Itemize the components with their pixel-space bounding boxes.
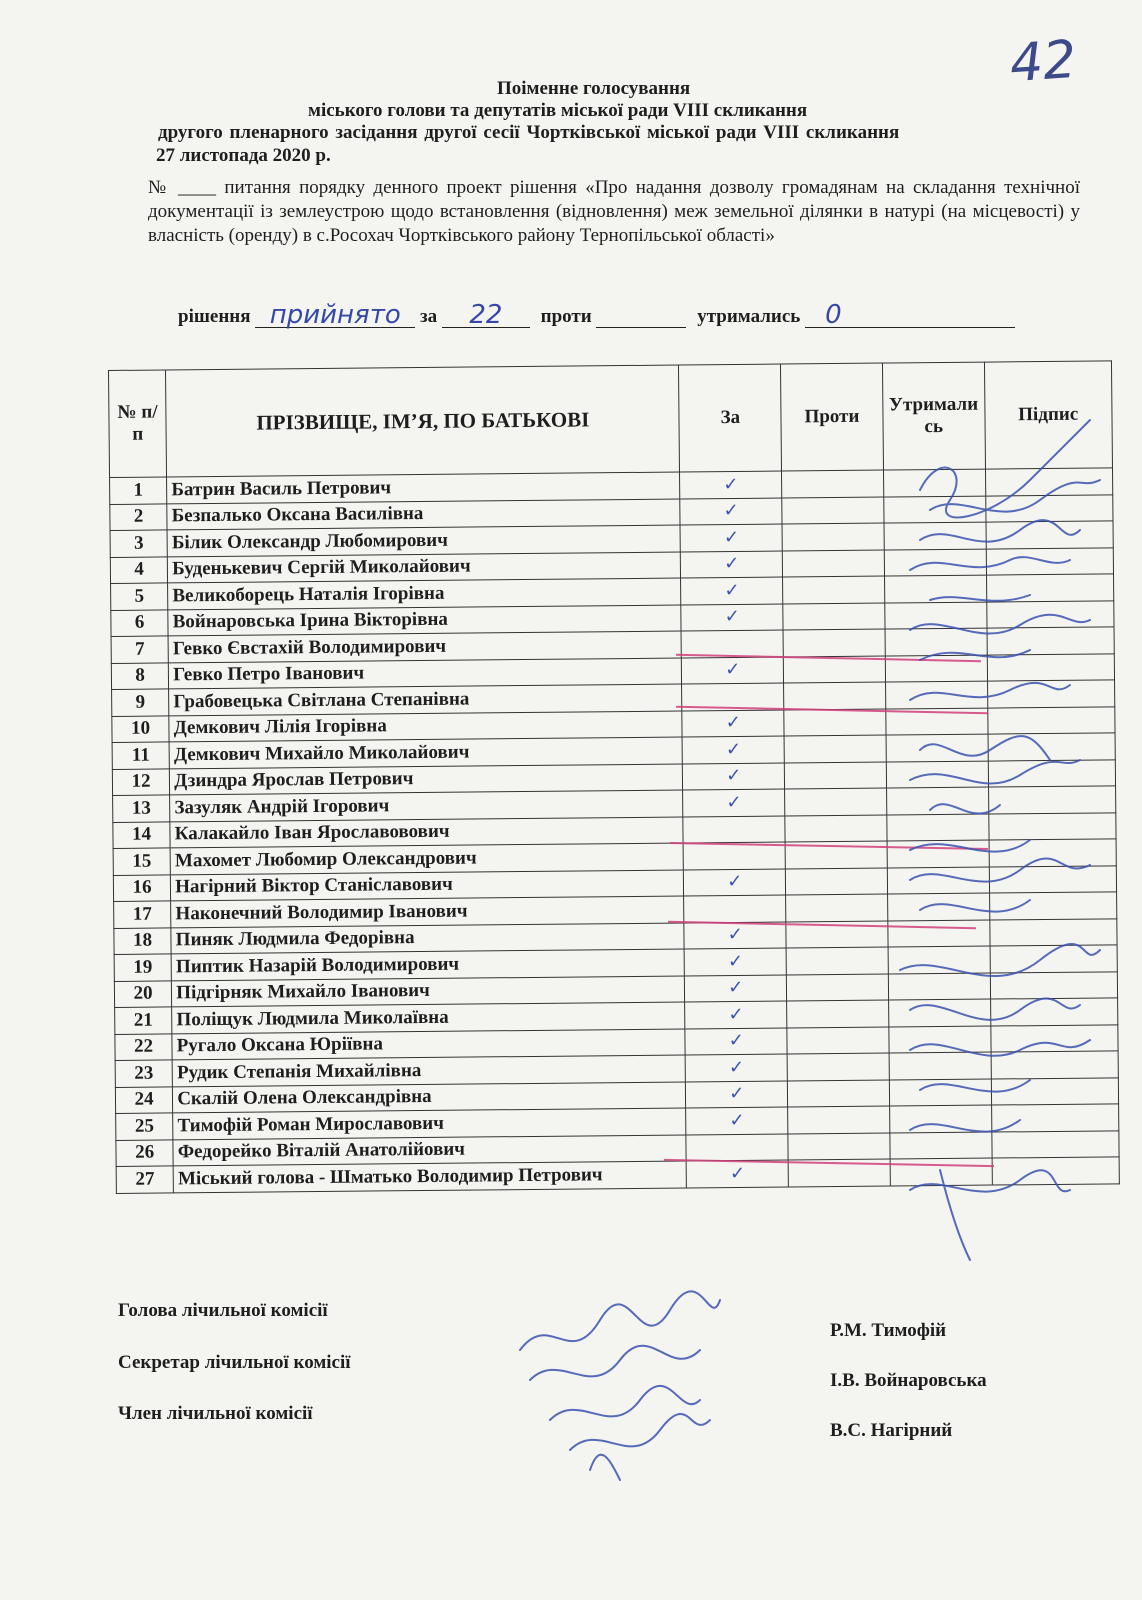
vote-check-mark: ✓ bbox=[729, 1083, 745, 1105]
title-line-2: міського голови та депутатів міської ради VIII скликання bbox=[308, 100, 808, 121]
member-name: Демкович Михайло Миколайович bbox=[169, 737, 682, 768]
vote-for-cell bbox=[685, 975, 787, 1002]
abstain-count: 0 bbox=[805, 303, 1015, 328]
decision-label: рішення bbox=[178, 306, 251, 327]
vote-for-cell bbox=[681, 551, 783, 578]
vote-for-cell bbox=[683, 763, 785, 790]
vote-check-mark: ✓ bbox=[723, 500, 739, 522]
commission-signatures bbox=[500, 1270, 740, 1490]
vote-for-cell bbox=[687, 1160, 789, 1187]
signature-column-scribbles bbox=[880, 410, 1120, 1270]
vote-check-mark: ✓ bbox=[724, 553, 740, 575]
vote-check-mark: ✓ bbox=[723, 473, 739, 495]
header-for: За bbox=[679, 364, 782, 472]
vote-against-cell bbox=[782, 550, 884, 577]
row-number: 11 bbox=[112, 742, 170, 769]
row-number: 26 bbox=[116, 1139, 174, 1166]
member-name: Пиняк Людмила Федорівна bbox=[171, 922, 684, 953]
secretary-label: Секретар лічильної комісії bbox=[118, 1352, 351, 1373]
row-number: 14 bbox=[113, 821, 171, 848]
header-against: Проти bbox=[781, 363, 884, 471]
row-number: 22 bbox=[115, 1033, 173, 1060]
member-name: Великоборець Наталія Ігорівна bbox=[168, 578, 681, 609]
vote-for-cell bbox=[684, 895, 786, 922]
vote-check-mark: ✓ bbox=[724, 606, 740, 628]
vote-for-cell bbox=[682, 657, 784, 684]
vote-for-cell bbox=[683, 789, 785, 816]
member-name: Білик Олександр Любомирович bbox=[167, 525, 680, 556]
abstain-label: утримались bbox=[697, 306, 801, 327]
row-number: 4 bbox=[110, 556, 168, 583]
member-name: В.С. Нагірний bbox=[830, 1420, 953, 1441]
member-name: Зазуляк Андрій Ігорович bbox=[170, 790, 683, 821]
row-number: 10 bbox=[112, 715, 170, 742]
row-number: 25 bbox=[116, 1113, 174, 1140]
row-number: 2 bbox=[110, 503, 168, 530]
vote-for-cell bbox=[680, 524, 782, 551]
vote-against-cell bbox=[784, 682, 886, 709]
row-number: 16 bbox=[113, 874, 171, 901]
vote-against-cell bbox=[782, 523, 884, 550]
header-num: № п/п bbox=[109, 370, 167, 478]
member-name: Поліщук Людмила Миколаївна bbox=[172, 1002, 685, 1033]
vote-for-cell bbox=[685, 1001, 787, 1028]
member-name: Тимофій Роман Мирославович bbox=[173, 1108, 686, 1139]
vote-check-mark: ✓ bbox=[729, 1162, 746, 1184]
row-number: 1 bbox=[110, 477, 168, 504]
vote-for-cell bbox=[680, 498, 782, 525]
against-count bbox=[596, 327, 686, 328]
decision-value: прийнято bbox=[255, 303, 415, 328]
agenda-question: № ____ питання порядку денного проект рішення «Про надання дозволу громадянам на складання технічної документації із землеустрою щодо встановлення (відновлення) меж земельної ділянки в натурі (на місцевості) у власність (оренду) в с.Росохач Чортківського району Тернопільської області» bbox=[148, 177, 1080, 246]
member-name: Махомет Любомир Олександрович bbox=[170, 843, 683, 874]
row-number: 17 bbox=[114, 901, 172, 928]
title-line-4: 27 листопада 2020 р. bbox=[156, 145, 331, 166]
member-name: Калакайло Іван Ярославовович bbox=[170, 816, 683, 847]
vote-check-mark: ✓ bbox=[725, 712, 741, 734]
member-name: Гевко Євстахій Володимирович bbox=[168, 631, 681, 662]
vote-against-cell bbox=[788, 1133, 890, 1160]
vote-against-cell bbox=[785, 815, 887, 842]
vote-for-cell bbox=[686, 1134, 788, 1161]
vote-check-mark: ✓ bbox=[723, 526, 740, 548]
vote-check-mark: ✓ bbox=[727, 950, 744, 972]
member-name: Безпалько Оксана Василівна bbox=[167, 499, 680, 530]
vote-against-cell bbox=[786, 894, 888, 921]
row-number: 13 bbox=[113, 795, 171, 822]
vote-check-mark: ✓ bbox=[728, 977, 744, 999]
member-name: Наконечний Володимир Іванович bbox=[171, 896, 684, 927]
decision-line bbox=[178, 300, 1015, 330]
vote-for-cell bbox=[680, 471, 782, 498]
chair-name: Р.М. Тимофій bbox=[830, 1320, 947, 1341]
header-signature: Підпис bbox=[984, 361, 1113, 469]
row-number: 19 bbox=[114, 954, 172, 981]
vote-against-cell bbox=[785, 788, 887, 815]
vote-against-cell bbox=[786, 974, 888, 1001]
vote-check-mark: ✓ bbox=[725, 738, 742, 760]
vote-check-mark: ✓ bbox=[724, 579, 740, 601]
row-number: 9 bbox=[112, 689, 170, 716]
vote-for-cell bbox=[681, 577, 783, 604]
vote-check-mark: ✓ bbox=[725, 659, 741, 681]
vote-for-cell bbox=[683, 816, 785, 843]
vote-for-cell bbox=[682, 710, 784, 737]
vote-check-mark: ✓ bbox=[726, 791, 742, 813]
vote-against-cell bbox=[784, 762, 886, 789]
chair-label: Голова лічильної комісії bbox=[118, 1300, 328, 1321]
member-name: Пиптик Назарій Володимирович bbox=[171, 949, 684, 980]
member-name: Гевко Петро Іванович bbox=[169, 658, 682, 689]
title-line-3: другого пленарного засідання другої сесії Чортківської міської ради VIII скликання bbox=[158, 122, 900, 143]
vote-against-cell bbox=[786, 947, 888, 974]
vote-check-mark: ✓ bbox=[726, 765, 742, 787]
vote-check-mark: ✓ bbox=[727, 871, 743, 893]
row-number: 6 bbox=[111, 609, 169, 636]
row-number: 24 bbox=[115, 1086, 173, 1113]
vote-against-cell bbox=[782, 497, 884, 524]
row-number: 5 bbox=[111, 583, 169, 610]
vote-for-cell bbox=[686, 1081, 788, 1108]
row-number: 3 bbox=[110, 530, 168, 557]
vote-against-cell bbox=[785, 868, 887, 895]
row-number: 23 bbox=[115, 1060, 173, 1087]
vote-check-mark: ✓ bbox=[728, 1056, 745, 1078]
row-number: 8 bbox=[111, 662, 169, 689]
vote-check-mark: ✓ bbox=[727, 924, 743, 946]
header-name: ПРІЗВИЩЕ, ІМ’Я, ПО БАТЬКОВІ bbox=[166, 365, 680, 477]
vote-against-cell bbox=[784, 709, 886, 736]
vote-against-cell bbox=[788, 1106, 890, 1133]
vote-for-cell bbox=[683, 736, 785, 763]
member-name: Федорейко Віталій Анатолійович bbox=[173, 1134, 686, 1165]
secretary-name: І.В. Войнаровська bbox=[830, 1370, 987, 1391]
vote-for-cell bbox=[686, 1054, 788, 1081]
vote-for-cell bbox=[685, 1028, 787, 1055]
member-name: Грабовецька Світлана Степанівна bbox=[169, 684, 682, 715]
vote-for-cell bbox=[684, 842, 786, 869]
vote-for-cell bbox=[686, 1107, 788, 1134]
vote-against-cell bbox=[787, 1000, 889, 1027]
member-name: Скалій Олена Олександрівна bbox=[173, 1081, 686, 1112]
member-name: Дзиндра Ярослав Петрович bbox=[170, 764, 683, 795]
for-label: за bbox=[420, 306, 438, 327]
vote-against-cell bbox=[783, 576, 885, 603]
row-number: 15 bbox=[113, 848, 171, 875]
vote-against-cell bbox=[782, 470, 884, 497]
member-name: Батрин Василь Петрович bbox=[167, 472, 680, 503]
vote-check-mark: ✓ bbox=[728, 1030, 744, 1052]
vote-against-cell bbox=[787, 1053, 889, 1080]
member-name: Войнаровська Ірина Вікторівна bbox=[168, 605, 681, 636]
member-label: Член лічильної комісії bbox=[118, 1403, 313, 1424]
member-name: Підгірняк Михайло Іванович bbox=[172, 975, 685, 1006]
vote-against-cell bbox=[787, 1027, 889, 1054]
against-label: проти bbox=[540, 306, 592, 327]
header-abstain: Утримались bbox=[882, 362, 985, 470]
member-name: Рудик Степанія Михайлівна bbox=[172, 1055, 685, 1086]
for-count: 22 bbox=[442, 303, 530, 328]
vote-check-mark: ✓ bbox=[728, 1003, 744, 1025]
vote-against-cell bbox=[783, 603, 885, 630]
member-name: Демкович Лілія Ігорівна bbox=[169, 711, 682, 742]
row-number: 18 bbox=[114, 927, 172, 954]
row-number: 21 bbox=[115, 1007, 173, 1034]
row-number: 20 bbox=[114, 980, 172, 1007]
vote-for-cell bbox=[681, 604, 783, 631]
vote-for-cell bbox=[684, 869, 786, 896]
member-name: Ругало Оксана Юріївна bbox=[172, 1028, 685, 1059]
member-name: Нагірний Віктор Станіславович bbox=[171, 869, 684, 900]
member-name: Буденькевич Сергій Миколайович bbox=[168, 552, 681, 583]
vote-against-cell bbox=[784, 735, 886, 762]
row-number: 7 bbox=[111, 636, 169, 663]
page-number: 42 bbox=[1007, 29, 1079, 95]
row-number: 12 bbox=[112, 768, 170, 795]
member-name: Міський голова - Шматько Володимир Петрович bbox=[173, 1161, 686, 1192]
vote-against-cell bbox=[787, 1080, 889, 1107]
row-number: 27 bbox=[116, 1166, 174, 1193]
vote-for-cell bbox=[684, 922, 786, 949]
vote-for-cell bbox=[685, 948, 787, 975]
vote-against-cell bbox=[783, 629, 885, 656]
vote-check-mark: ✓ bbox=[729, 1109, 745, 1131]
title-line-1: Поіменне голосування bbox=[497, 78, 691, 99]
